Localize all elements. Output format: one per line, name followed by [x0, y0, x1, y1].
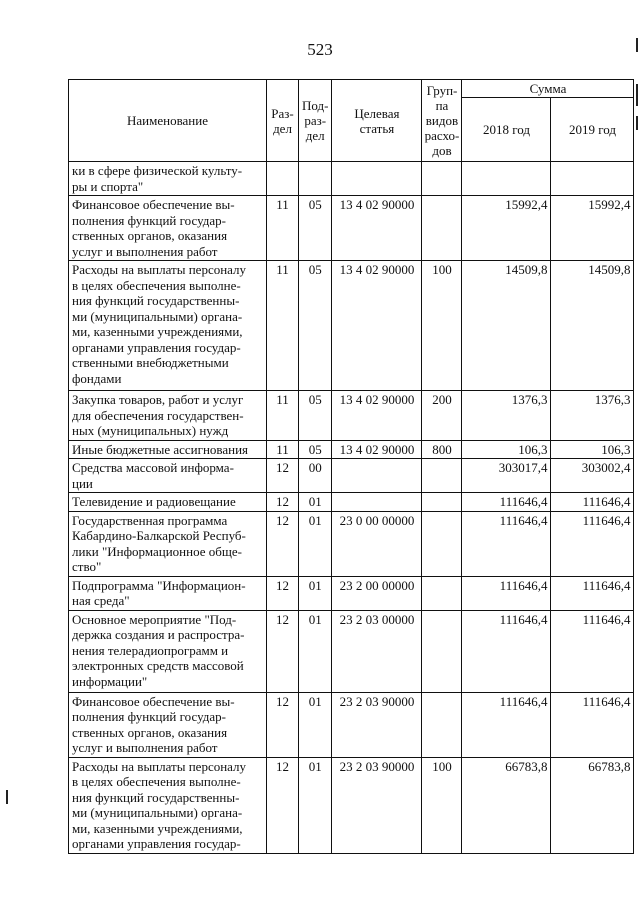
row-name: Финансовое обеспечение вы- полнения функций государ- ственных органов, оказания услуг и выполнения работ: [69, 692, 267, 757]
row-name: Подпрограмма "Информацион- ная среда": [69, 576, 267, 610]
row-podrazdel: 01: [299, 692, 332, 757]
row-target: 13 4 02 90000: [332, 391, 422, 441]
row-razdel: 11: [267, 196, 299, 261]
row-name: Расходы на выплаты персоналу в целях обеспечения выполне- ния функций государственны- ми (муниципальными) органа- ми, казенными учреждениями, органами управления государ-: [69, 757, 267, 853]
row-group: [422, 511, 462, 576]
row-name: Закупка товаров, работ и услуг для обеспечения государствен- ных (муниципальных) нужд: [69, 391, 267, 441]
row-target: 23 2 03 90000: [332, 692, 422, 757]
budget-table: [68, 79, 634, 854]
row-target: 23 2 03 00000: [332, 610, 422, 692]
row-razdel: 12: [267, 576, 299, 610]
table-row: [69, 391, 634, 441]
row-podrazdel: 01: [299, 757, 332, 853]
row-group: [422, 493, 462, 512]
row-podrazdel: 05: [299, 391, 332, 441]
row-2018: 66783,8: [462, 757, 551, 853]
row-name: Телевидение и радиовещание: [69, 493, 267, 512]
row-podrazdel: 00: [299, 459, 332, 493]
row-2019: 111646,4: [551, 511, 634, 576]
row-2019: 106,3: [551, 440, 634, 459]
table-row: [69, 576, 634, 610]
row-2019: [551, 162, 634, 196]
row-razdel: 12: [267, 511, 299, 576]
table-row: [69, 493, 634, 512]
row-2019: 15992,4: [551, 196, 634, 261]
header-sum: Сумма: [462, 80, 634, 98]
row-group: [422, 459, 462, 493]
row-razdel: 12: [267, 610, 299, 692]
header-name: Наименование: [69, 80, 267, 162]
row-target: [332, 493, 422, 512]
header-target: Целевая статья: [332, 80, 422, 162]
row-razdel: 11: [267, 440, 299, 459]
row-2019: 303002,4: [551, 459, 634, 493]
row-name: Основное мероприятие "Под- держка создания и распростра- нения телерадиопрограмм и электронных средств массовой информации": [69, 610, 267, 692]
row-group: 800: [422, 440, 462, 459]
row-2018: 111646,4: [462, 576, 551, 610]
table-row: [69, 261, 634, 391]
row-podrazdel: [299, 162, 332, 196]
row-target: 13 4 02 90000: [332, 440, 422, 459]
row-target: 13 4 02 90000: [332, 261, 422, 391]
scan-edge-mark: [636, 38, 638, 52]
row-group: [422, 692, 462, 757]
row-razdel: 11: [267, 391, 299, 441]
row-podrazdel: 01: [299, 493, 332, 512]
row-group: [422, 196, 462, 261]
row-target: 23 2 00 00000: [332, 576, 422, 610]
row-2018: 111646,4: [462, 511, 551, 576]
row-2018: 15992,4: [462, 196, 551, 261]
row-razdel: 12: [267, 757, 299, 853]
row-2018: 111646,4: [462, 493, 551, 512]
row-target: 23 2 03 90000: [332, 757, 422, 853]
row-2019: 14509,8: [551, 261, 634, 391]
row-podrazdel: 05: [299, 196, 332, 261]
row-group: [422, 610, 462, 692]
row-podrazdel: 01: [299, 511, 332, 576]
row-2018: 14509,8: [462, 261, 551, 391]
row-name: Иные бюджетные ассигнования: [69, 440, 267, 459]
row-podrazdel: 05: [299, 261, 332, 391]
table-row: [69, 511, 634, 576]
header-2018: 2018 год: [462, 98, 551, 162]
row-group: [422, 162, 462, 196]
header-2019: 2019 год: [551, 98, 634, 162]
row-target: [332, 162, 422, 196]
row-2018: 111646,4: [462, 692, 551, 757]
table-row: [69, 757, 634, 853]
row-target: [332, 459, 422, 493]
row-podrazdel: 01: [299, 610, 332, 692]
header-group: Груп- па видов расхо- дов: [422, 80, 462, 162]
row-target: 23 0 00 00000: [332, 511, 422, 576]
header-podrazdel: Под- раз- дел: [299, 80, 332, 162]
row-2018: 303017,4: [462, 459, 551, 493]
row-razdel: 12: [267, 692, 299, 757]
row-2019: 1376,3: [551, 391, 634, 441]
header-razdel: Раз- дел: [267, 80, 299, 162]
row-razdel: 12: [267, 459, 299, 493]
row-group: 100: [422, 757, 462, 853]
row-name: Расходы на выплаты персоналу в целях обеспечения выполне- ния функций государственны- ми (муниципальными) органа- ми, казенными учреждениями, органами управления государ- ственными внебюджетными фондами: [69, 261, 267, 391]
row-group: 200: [422, 391, 462, 441]
row-2019: 66783,8: [551, 757, 634, 853]
scan-edge-mark: [636, 84, 638, 106]
row-target: 13 4 02 90000: [332, 196, 422, 261]
row-group: 100: [422, 261, 462, 391]
table-row: [69, 610, 634, 692]
row-2019: 111646,4: [551, 576, 634, 610]
row-podrazdel: 05: [299, 440, 332, 459]
row-group: [422, 576, 462, 610]
page-number: 523: [307, 40, 333, 59]
row-razdel: [267, 162, 299, 196]
row-podrazdel: 01: [299, 576, 332, 610]
row-name: ки в сфере физической культу- ры и спорта": [69, 162, 267, 196]
table-row: [69, 459, 634, 493]
row-2018: [462, 162, 551, 196]
row-name: Финансовое обеспечение вы- полнения функций государ- ственных органов, оказания услуг и выполнения работ: [69, 196, 267, 261]
row-razdel: 12: [267, 493, 299, 512]
row-razdel: 11: [267, 261, 299, 391]
table-row: [69, 196, 634, 261]
scan-edge-mark: [6, 790, 8, 804]
table-row: [69, 440, 634, 459]
row-name: Средства массовой информа- ции: [69, 459, 267, 493]
row-2018: 111646,4: [462, 610, 551, 692]
row-name: Государственная программа Кабардино-Балкарской Респуб- лики "Информационное обще- ство": [69, 511, 267, 576]
table-row: [69, 692, 634, 757]
row-2018: 106,3: [462, 440, 551, 459]
row-2018: 1376,3: [462, 391, 551, 441]
row-2019: 111646,4: [551, 493, 634, 512]
table-row: [69, 162, 634, 196]
row-2019: 111646,4: [551, 692, 634, 757]
scan-edge-mark: [636, 116, 638, 130]
row-2019: 111646,4: [551, 610, 634, 692]
